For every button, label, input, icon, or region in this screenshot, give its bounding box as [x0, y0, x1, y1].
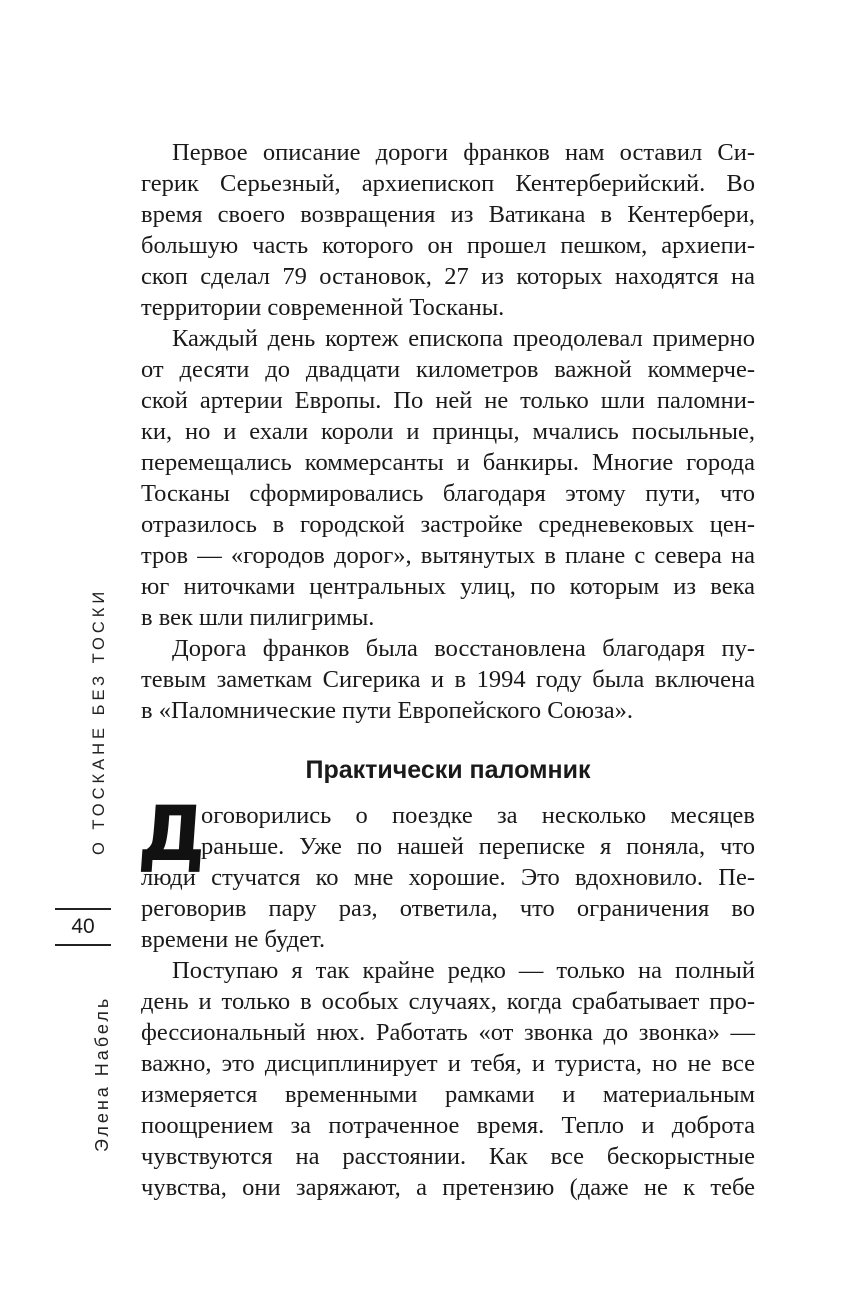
- text-line: тров — «городов дорог», вытянутых в плане с севера на: [141, 542, 755, 569]
- author-name: Элена Набель: [92, 995, 112, 1152]
- text-line: Тосканы сформировались благодаря этому пути, что: [141, 480, 755, 507]
- text-line: Первое описание дороги франков нам оставил Си-: [172, 139, 755, 166]
- text-line: герик Серьезный, архиепископ Кентерберийский. Во: [141, 170, 755, 197]
- paragraph-1: [141, 137, 755, 323]
- body-text-section: [141, 800, 755, 1203]
- book-title: О ТОСКАНЕ БЕЗ ТОСКИ: [90, 587, 108, 855]
- page-number-rule-top: [55, 908, 111, 910]
- section-paragraph-1: [141, 800, 755, 955]
- text-line: измеряется временными рамками и материальным: [141, 1081, 755, 1108]
- text-line: реговорив пару раз, ответила, что ограничения во: [141, 895, 755, 922]
- text-line: оговорились о поездке за несколько месяцев: [201, 802, 755, 829]
- text-line: чувствуются на расстоянии. Как все бескорыстные: [141, 1143, 755, 1170]
- text-line: люди стучатся ко мне хорошие. Это вдохновило. Пе-: [141, 864, 755, 891]
- text-line: день и только в особых случаях, когда срабатывает про-: [141, 988, 755, 1015]
- text-line: поощрением за потраченное время. Тепло и доброта: [141, 1112, 755, 1139]
- text-line: времени не будет.: [141, 926, 326, 953]
- text-line: юг ниточками центральных улиц, по которым из века: [141, 573, 755, 600]
- paragraph-3: [141, 633, 755, 726]
- text-line: ки, но и ехали короли и принцы, мчались посыльные,: [141, 418, 755, 445]
- text-line: Каждый день кортеж епископа преодолевал примерно: [172, 325, 755, 352]
- page-number-rule-bottom: [55, 944, 111, 946]
- section-heading: Практически паломник: [305, 756, 591, 784]
- body-text-top: [141, 137, 755, 726]
- text-line: перемещались коммерсанты и банкиры. Многие города: [141, 449, 755, 476]
- section-paragraph-2: [141, 955, 755, 1203]
- text-line: от десяти до двадцати километров важной коммерче-: [141, 356, 755, 383]
- text-line: важно, это дисциплинирует и тебя, и туриста, но не все: [141, 1050, 755, 1077]
- text-line: время своего возвращения из Ватикана в Кентербери,: [141, 201, 755, 228]
- text-line: тевым заметкам Сигерика и в 1994 году была включена: [141, 666, 755, 693]
- text-line: чувства, они заряжают, а претензию (даже не к тебе: [141, 1174, 755, 1201]
- text-line: в век шли пилигримы.: [141, 604, 375, 631]
- text-line: скоп сделал 79 остановок, 27 из которых находятся на: [141, 263, 755, 290]
- text-line: в «Паломнические пути Европейского Союза».: [141, 697, 634, 724]
- drop-cap: Д: [135, 789, 208, 878]
- text-line: большую часть которого он прошел пешком, архиепи-: [141, 232, 755, 259]
- text-line: территории современной Тосканы.: [141, 294, 505, 321]
- text-line: ской артерии Европы. По ней не только шли паломни-: [141, 387, 755, 414]
- text-line: отразилось в городской застройке средневековых цен-: [141, 511, 755, 538]
- text-line: раньше. Уже по нашей переписке я поняла, что: [201, 833, 755, 860]
- page-number: 40: [71, 915, 95, 938]
- text-line: Поступаю я так крайне редко — только на полный: [172, 957, 755, 984]
- text-line: фессиональный нюх. Работать «от звонка до звонка» —: [141, 1019, 755, 1046]
- text-line: Дорога франков была восстановлена благодаря пу-: [172, 635, 755, 662]
- paragraph-2: [141, 323, 755, 633]
